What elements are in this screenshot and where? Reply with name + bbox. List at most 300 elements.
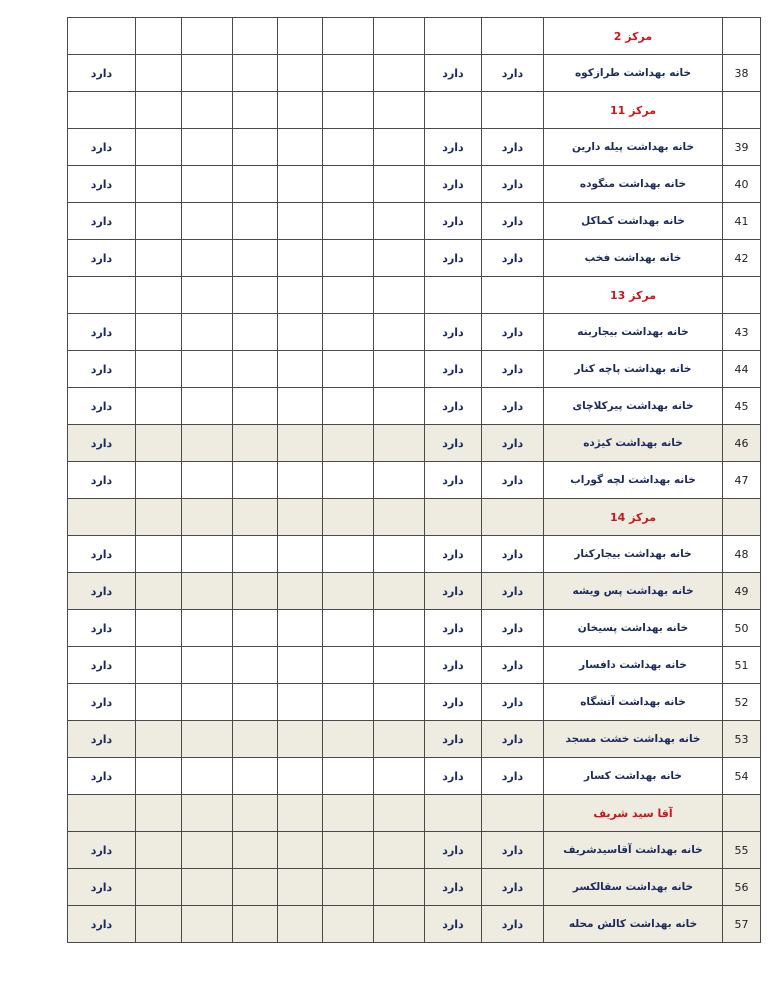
status-cell-3: دارد [482, 425, 544, 462]
empty-cell [136, 388, 182, 425]
health-house-name: خانه بهداشت لچه گوراب [544, 462, 723, 499]
table-row [68, 573, 761, 610]
empty-cell [136, 425, 182, 462]
row-number: 53 [723, 721, 761, 758]
empty-cell [233, 92, 278, 129]
empty-cell [182, 573, 233, 610]
empty-cell [374, 684, 425, 721]
row-number-cell [723, 795, 761, 832]
status-cell-2: دارد [425, 129, 482, 166]
health-house-name: خانه بهداشت طرازکوه [544, 55, 723, 92]
empty-cell [182, 240, 233, 277]
empty-cell [374, 351, 425, 388]
empty-cell [68, 18, 136, 55]
empty-cell [182, 425, 233, 462]
empty-cell [233, 647, 278, 684]
empty-cell [482, 795, 544, 832]
status-cell-2: دارد [425, 536, 482, 573]
status-cell-1: دارد [68, 832, 136, 869]
row-number: 40 [723, 166, 761, 203]
empty-cell [68, 499, 136, 536]
empty-cell [233, 277, 278, 314]
status-cell-1: دارد [68, 240, 136, 277]
status-cell-3: دارد [482, 573, 544, 610]
empty-cell [233, 203, 278, 240]
status-cell-3: دارد [482, 832, 544, 869]
empty-cell [136, 758, 182, 795]
status-cell-3: دارد [482, 721, 544, 758]
empty-cell [374, 129, 425, 166]
row-number-cell [723, 499, 761, 536]
empty-cell [136, 166, 182, 203]
row-number: 54 [723, 758, 761, 795]
section-header-row [68, 795, 761, 832]
table-row [68, 425, 761, 462]
status-cell-3: دارد [482, 129, 544, 166]
empty-cell [278, 795, 323, 832]
row-number: 57 [723, 906, 761, 943]
health-house-table [67, 17, 761, 943]
empty-cell [182, 758, 233, 795]
empty-cell [278, 684, 323, 721]
status-cell-1: دارد [68, 758, 136, 795]
empty-cell [323, 425, 374, 462]
table-row [68, 906, 761, 943]
health-house-name: خانه بهداشت بیجارکنار [544, 536, 723, 573]
empty-cell [136, 721, 182, 758]
empty-cell [278, 906, 323, 943]
empty-cell [374, 536, 425, 573]
empty-cell [323, 388, 374, 425]
status-cell-3: دارد [482, 906, 544, 943]
empty-cell [374, 166, 425, 203]
status-cell-3: دارد [482, 536, 544, 573]
health-house-name: خانه بهداشت آتشگاه [544, 684, 723, 721]
empty-cell [136, 314, 182, 351]
row-number: 46 [723, 425, 761, 462]
empty-cell [278, 536, 323, 573]
empty-cell [182, 536, 233, 573]
status-cell-1: دارد [68, 573, 136, 610]
empty-cell [374, 314, 425, 351]
table-row [68, 388, 761, 425]
table-row [68, 240, 761, 277]
row-number: 38 [723, 55, 761, 92]
status-cell-3: دارد [482, 55, 544, 92]
empty-cell [182, 832, 233, 869]
empty-cell [233, 906, 278, 943]
row-number: 52 [723, 684, 761, 721]
status-cell-2: دارد [425, 55, 482, 92]
empty-cell [233, 721, 278, 758]
empty-cell [182, 351, 233, 388]
empty-cell [425, 795, 482, 832]
empty-cell [425, 277, 482, 314]
status-cell-3: دارد [482, 388, 544, 425]
empty-cell [425, 92, 482, 129]
empty-cell [278, 129, 323, 166]
status-cell-1: دارد [68, 203, 136, 240]
row-number: 49 [723, 573, 761, 610]
empty-cell [233, 388, 278, 425]
status-cell-3: دارد [482, 462, 544, 499]
empty-cell [374, 573, 425, 610]
empty-cell [278, 18, 323, 55]
empty-cell [374, 277, 425, 314]
table-row [68, 721, 761, 758]
empty-cell [182, 129, 233, 166]
row-number: 50 [723, 610, 761, 647]
empty-cell [182, 55, 233, 92]
empty-cell [482, 499, 544, 536]
status-cell-1: دارد [68, 462, 136, 499]
empty-cell [278, 240, 323, 277]
status-cell-1: دارد [68, 647, 136, 684]
empty-cell [278, 92, 323, 129]
status-cell-1: دارد [68, 684, 136, 721]
empty-cell [233, 795, 278, 832]
row-number-cell [723, 277, 761, 314]
empty-cell [68, 277, 136, 314]
empty-cell [182, 92, 233, 129]
empty-cell [374, 240, 425, 277]
empty-cell [323, 647, 374, 684]
status-cell-2: دارد [425, 388, 482, 425]
row-number: 47 [723, 462, 761, 499]
empty-cell [233, 610, 278, 647]
empty-cell [233, 684, 278, 721]
row-number: 51 [723, 647, 761, 684]
empty-cell [323, 795, 374, 832]
table-row [68, 314, 761, 351]
empty-cell [136, 536, 182, 573]
empty-cell [374, 55, 425, 92]
empty-cell [323, 684, 374, 721]
empty-cell [182, 721, 233, 758]
status-cell-3: دارد [482, 314, 544, 351]
status-cell-2: دارد [425, 647, 482, 684]
empty-cell [482, 92, 544, 129]
empty-cell [323, 906, 374, 943]
health-house-name: خانه بهداشت پیله دارین [544, 129, 723, 166]
health-house-name: خانه بهداشت کیژده [544, 425, 723, 462]
section-header-row [68, 499, 761, 536]
status-cell-1: دارد [68, 166, 136, 203]
empty-cell [278, 314, 323, 351]
empty-cell [278, 721, 323, 758]
empty-cell [182, 869, 233, 906]
table-row [68, 462, 761, 499]
empty-cell [233, 425, 278, 462]
status-cell-3: دارد [482, 240, 544, 277]
row-number: 42 [723, 240, 761, 277]
empty-cell [374, 499, 425, 536]
empty-cell [182, 277, 233, 314]
section-header-row [68, 92, 761, 129]
empty-cell [323, 129, 374, 166]
status-cell-3: دارد [482, 203, 544, 240]
empty-cell [278, 351, 323, 388]
empty-cell [233, 314, 278, 351]
status-cell-2: دارد [425, 758, 482, 795]
status-cell-3: دارد [482, 166, 544, 203]
table-body [68, 18, 761, 943]
table-row [68, 351, 761, 388]
empty-cell [278, 573, 323, 610]
empty-cell [136, 55, 182, 92]
status-cell-2: دارد [425, 462, 482, 499]
empty-cell [323, 18, 374, 55]
section-title: مرکز 14 [544, 499, 723, 536]
empty-cell [136, 129, 182, 166]
empty-cell [323, 869, 374, 906]
empty-cell [233, 129, 278, 166]
table-row [68, 832, 761, 869]
empty-cell [136, 832, 182, 869]
empty-cell [425, 18, 482, 55]
empty-cell [278, 758, 323, 795]
health-house-name: خانه بهداشت دافسار [544, 647, 723, 684]
status-cell-2: دارد [425, 351, 482, 388]
empty-cell [323, 55, 374, 92]
status-cell-1: دارد [68, 55, 136, 92]
empty-cell [323, 721, 374, 758]
health-house-name: خانه بهداشت پیرکلاچای [544, 388, 723, 425]
empty-cell [374, 832, 425, 869]
empty-cell [323, 462, 374, 499]
empty-cell [323, 277, 374, 314]
empty-cell [136, 610, 182, 647]
table-row [68, 610, 761, 647]
empty-cell [278, 277, 323, 314]
empty-cell [233, 758, 278, 795]
row-number: 56 [723, 869, 761, 906]
status-cell-2: دارد [425, 425, 482, 462]
health-house-name: خانه بهداشت کالش محله [544, 906, 723, 943]
empty-cell [374, 388, 425, 425]
empty-cell [182, 18, 233, 55]
status-cell-1: دارد [68, 351, 136, 388]
empty-cell [278, 869, 323, 906]
row-number: 39 [723, 129, 761, 166]
empty-cell [233, 166, 278, 203]
empty-cell [136, 869, 182, 906]
empty-cell [182, 388, 233, 425]
empty-cell [233, 462, 278, 499]
empty-cell [278, 55, 323, 92]
empty-cell [182, 610, 233, 647]
status-cell-2: دارد [425, 314, 482, 351]
empty-cell [278, 610, 323, 647]
empty-cell [182, 203, 233, 240]
empty-cell [233, 18, 278, 55]
empty-cell [233, 832, 278, 869]
status-cell-2: دارد [425, 573, 482, 610]
empty-cell [136, 203, 182, 240]
status-cell-1: دارد [68, 129, 136, 166]
status-cell-1: دارد [68, 388, 136, 425]
empty-cell [233, 499, 278, 536]
empty-cell [323, 240, 374, 277]
empty-cell [323, 610, 374, 647]
empty-cell [374, 18, 425, 55]
table-row [68, 869, 761, 906]
empty-cell [136, 92, 182, 129]
empty-cell [323, 166, 374, 203]
empty-cell [374, 869, 425, 906]
status-cell-1: دارد [68, 425, 136, 462]
section-title: آقا سید شریف [544, 795, 723, 832]
status-cell-2: دارد [425, 240, 482, 277]
empty-cell [323, 499, 374, 536]
empty-cell [323, 92, 374, 129]
section-title: مرکز 13 [544, 277, 723, 314]
empty-cell [323, 203, 374, 240]
empty-cell [233, 351, 278, 388]
empty-cell [482, 18, 544, 55]
empty-cell [182, 906, 233, 943]
empty-cell [278, 203, 323, 240]
health-house-name: خانه بهداشت پاچه کنار [544, 351, 723, 388]
status-cell-1: دارد [68, 610, 136, 647]
empty-cell [182, 684, 233, 721]
health-house-name: خانه بهداشت آقاسیدشریف [544, 832, 723, 869]
empty-cell [323, 758, 374, 795]
empty-cell [278, 499, 323, 536]
table-row [68, 536, 761, 573]
empty-cell [182, 647, 233, 684]
empty-cell [136, 906, 182, 943]
empty-cell [278, 388, 323, 425]
empty-cell [323, 573, 374, 610]
table-row [68, 203, 761, 240]
empty-cell [182, 314, 233, 351]
health-house-name: خانه بهداشت خشت مسجد [544, 721, 723, 758]
health-house-name: خانه بهداشت فخب [544, 240, 723, 277]
empty-cell [374, 610, 425, 647]
empty-cell [323, 351, 374, 388]
empty-cell [136, 462, 182, 499]
empty-cell [68, 92, 136, 129]
status-cell-3: دارد [482, 684, 544, 721]
status-cell-3: دارد [482, 758, 544, 795]
empty-cell [374, 721, 425, 758]
status-cell-3: دارد [482, 351, 544, 388]
table-row [68, 647, 761, 684]
empty-cell [182, 166, 233, 203]
empty-cell [136, 684, 182, 721]
empty-cell [182, 795, 233, 832]
empty-cell [233, 869, 278, 906]
status-cell-3: دارد [482, 869, 544, 906]
table-row [68, 55, 761, 92]
empty-cell [374, 758, 425, 795]
row-number: 55 [723, 832, 761, 869]
empty-cell [233, 55, 278, 92]
empty-cell [182, 499, 233, 536]
row-number: 48 [723, 536, 761, 573]
status-cell-1: دارد [68, 906, 136, 943]
status-cell-1: دارد [68, 721, 136, 758]
empty-cell [374, 795, 425, 832]
empty-cell [374, 647, 425, 684]
empty-cell [323, 832, 374, 869]
status-cell-2: دارد [425, 906, 482, 943]
health-house-name: خانه بهداشت کماکل [544, 203, 723, 240]
section-title: مرکز 2 [544, 18, 723, 55]
status-cell-2: دارد [425, 869, 482, 906]
row-number: 41 [723, 203, 761, 240]
table-row [68, 166, 761, 203]
empty-cell [482, 277, 544, 314]
status-cell-3: دارد [482, 610, 544, 647]
empty-cell [323, 536, 374, 573]
empty-cell [136, 647, 182, 684]
status-cell-2: دارد [425, 832, 482, 869]
empty-cell [278, 647, 323, 684]
status-cell-2: دارد [425, 203, 482, 240]
empty-cell [68, 795, 136, 832]
row-number: 45 [723, 388, 761, 425]
health-house-name: خانه بهداشت پسیخان [544, 610, 723, 647]
empty-cell [182, 462, 233, 499]
status-cell-3: دارد [482, 647, 544, 684]
status-cell-1: دارد [68, 314, 136, 351]
table-row [68, 684, 761, 721]
empty-cell [233, 573, 278, 610]
table-row [68, 758, 761, 795]
empty-cell [136, 499, 182, 536]
health-house-name: خانه بهداشت بیجاربنه [544, 314, 723, 351]
row-number: 43 [723, 314, 761, 351]
status-cell-2: دارد [425, 166, 482, 203]
empty-cell [374, 425, 425, 462]
empty-cell [278, 462, 323, 499]
empty-cell [278, 425, 323, 462]
empty-cell [233, 536, 278, 573]
status-cell-2: دارد [425, 721, 482, 758]
empty-cell [136, 351, 182, 388]
status-cell-2: دارد [425, 684, 482, 721]
section-header-row [68, 18, 761, 55]
health-house-name: خانه بهداشت کسار [544, 758, 723, 795]
health-house-name: خانه بهداشت پس ویشه [544, 573, 723, 610]
empty-cell [136, 277, 182, 314]
status-cell-2: دارد [425, 610, 482, 647]
empty-cell [136, 573, 182, 610]
health-house-name: خانه بهداشت منگوده [544, 166, 723, 203]
row-number-cell [723, 92, 761, 129]
section-header-row [68, 277, 761, 314]
section-title: مرکز 11 [544, 92, 723, 129]
empty-cell [323, 314, 374, 351]
table-row [68, 129, 761, 166]
status-cell-1: دارد [68, 869, 136, 906]
row-number: 44 [723, 351, 761, 388]
empty-cell [278, 832, 323, 869]
empty-cell [136, 240, 182, 277]
empty-cell [374, 906, 425, 943]
health-house-name: خانه بهداشت سقالکسر [544, 869, 723, 906]
status-cell-1: دارد [68, 536, 136, 573]
row-number-cell [723, 18, 761, 55]
empty-cell [374, 462, 425, 499]
empty-cell [136, 795, 182, 832]
empty-cell [233, 240, 278, 277]
empty-cell [278, 166, 323, 203]
empty-cell [374, 203, 425, 240]
empty-cell [136, 18, 182, 55]
